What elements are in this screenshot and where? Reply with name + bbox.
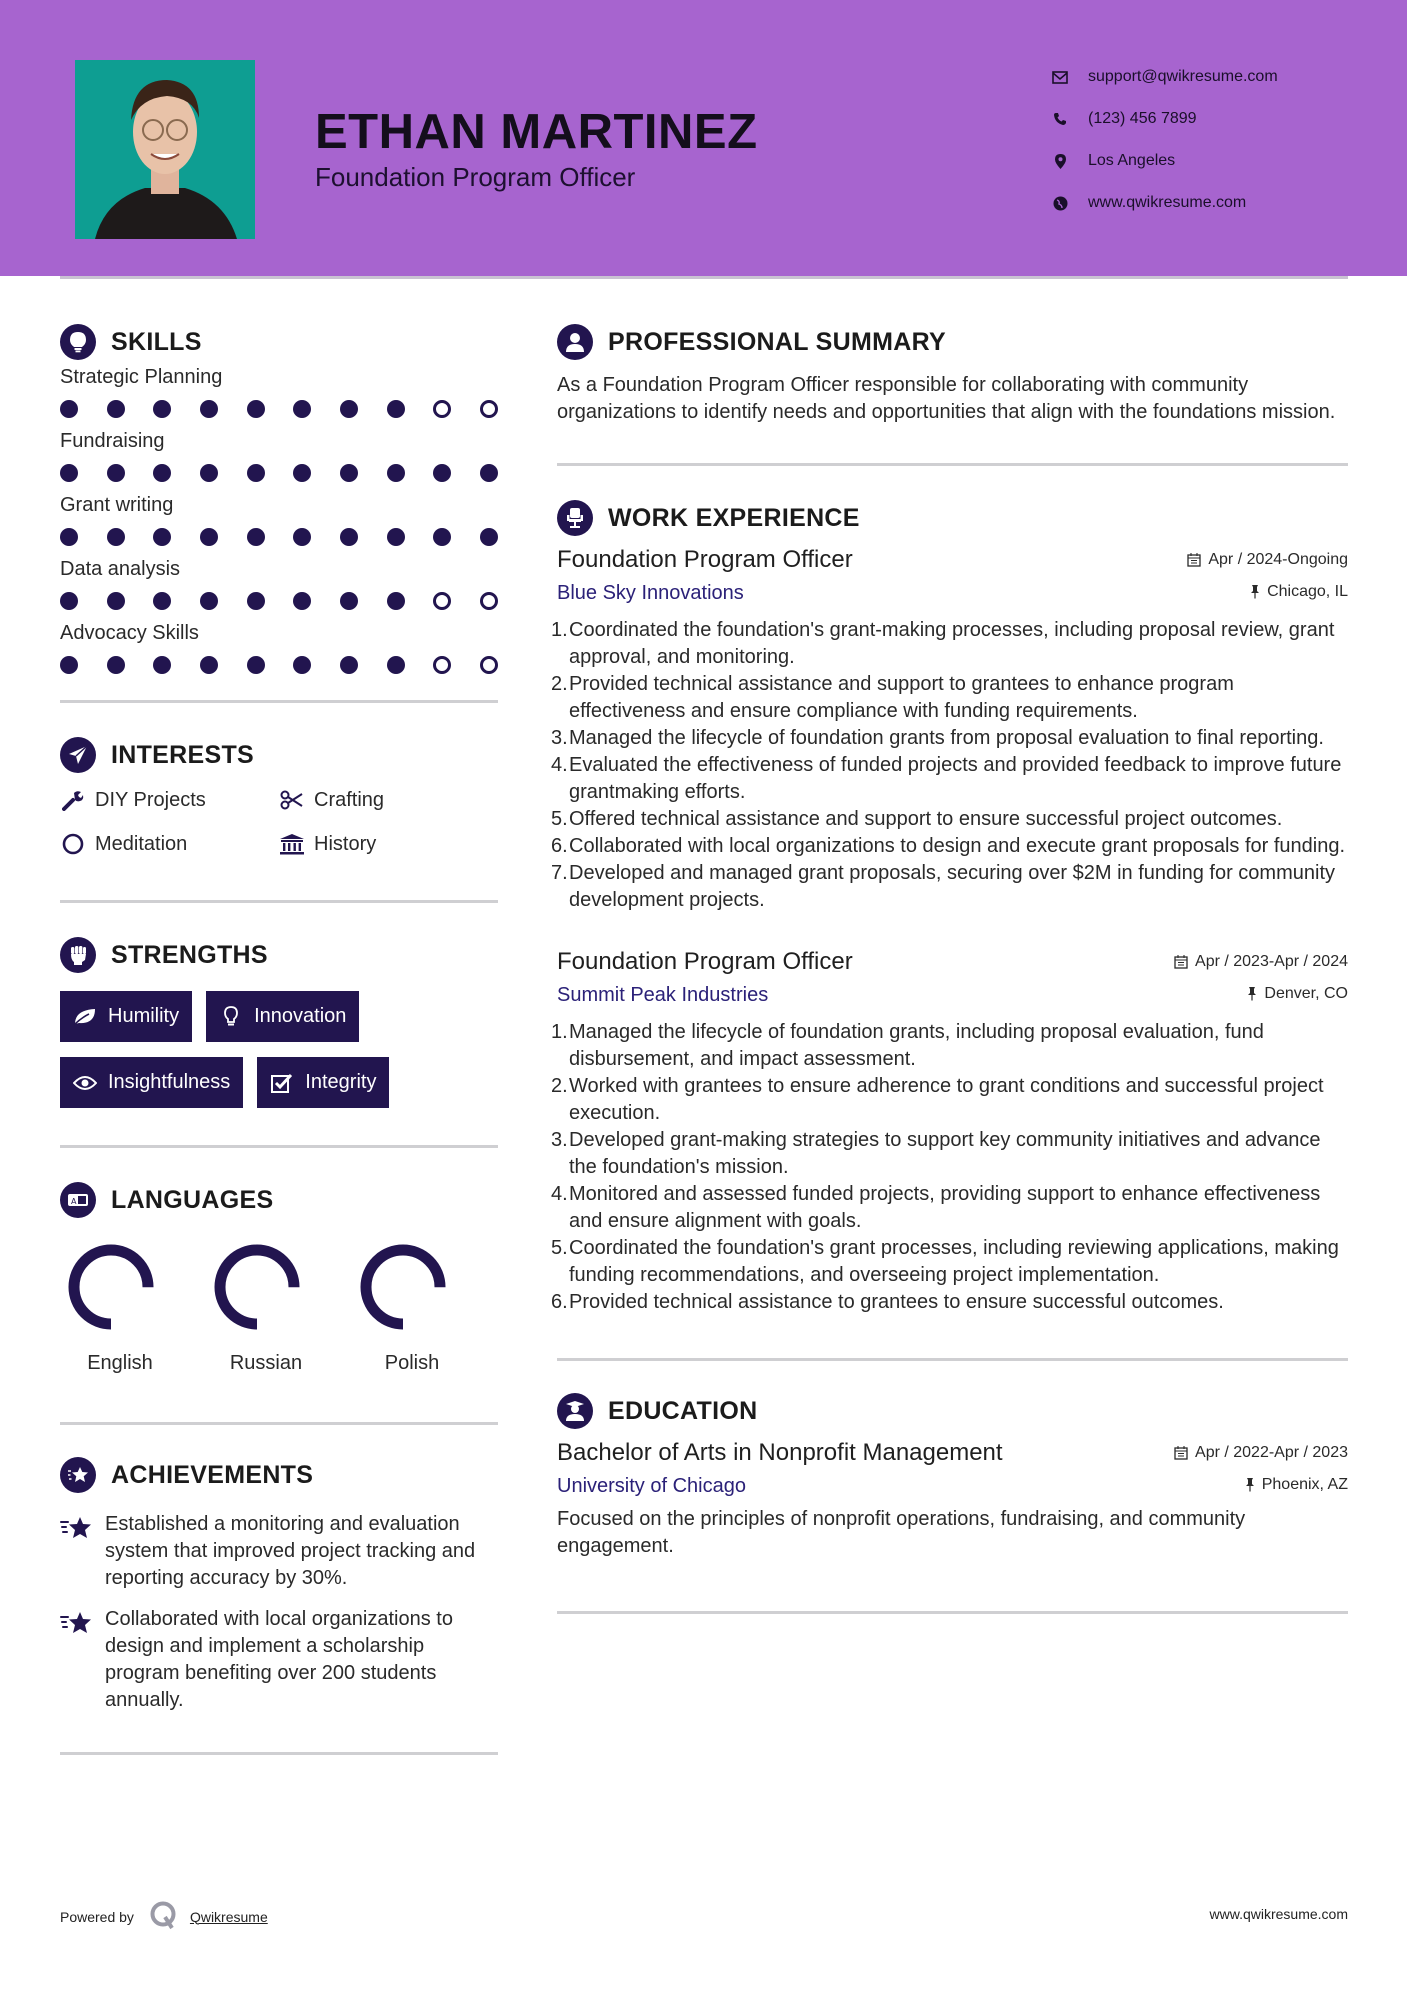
language-item [60, 1242, 206, 1375]
fist-icon [60, 937, 96, 973]
job-bullet-text: Evaluated the effectiveness of funded projects and provided feedback to improve future grantmaking efforts. [569, 754, 1342, 803]
strength-label: Insightfulness [108, 1071, 231, 1093]
job-entry [551, 546, 1348, 914]
paper-plane-icon [60, 737, 96, 773]
summary-text: As a Foundation Program Officer responsible for collaborating with community organizations to identify needs and opportunities that align with the foundations mission. [557, 374, 1336, 423]
interest-label: DIY Projects [95, 788, 206, 811]
rating-dot-filled [293, 400, 311, 418]
job-bullet-text: Provided technical assistance and support to grantees to enhance program effectiveness and ensure compliance with funding requirements. [569, 673, 1234, 722]
calendar-icon [1174, 954, 1188, 969]
job-title: Foundation Program Officer [557, 948, 853, 975]
pushpin-icon [1247, 986, 1257, 1001]
map-marker-icon [1050, 151, 1070, 171]
section-divider [557, 1611, 1348, 1614]
skills-heading: SKILLS [111, 327, 202, 356]
rating-dot-filled [387, 656, 405, 674]
strength-tag [206, 991, 359, 1042]
job-location [1250, 583, 1348, 601]
strength-tag [60, 1057, 243, 1108]
rating-dot-filled [340, 400, 358, 418]
contact-phone-text: (123) 456 7899 [1088, 110, 1197, 127]
achievement-item [60, 1511, 498, 1592]
job-bullet-text: Worked with grantees to ensure adherence to grant conditions and successful project execution. [569, 1075, 1324, 1124]
strength-tag [257, 1057, 389, 1108]
job-bullet-text: Monitored and assessed funded projects, providing support to enhance effectiveness and ensure alignment with goals. [569, 1183, 1321, 1232]
language-item [206, 1242, 352, 1375]
job-bullet-text: Collaborated with local organizations to design and execute grant proposals for funding. [569, 835, 1346, 857]
section-divider [60, 1145, 498, 1148]
strength-label: Humility [108, 1005, 180, 1027]
skill-name: Grant writing [60, 494, 174, 516]
candidate-name: ETHAN MARTINEZ [315, 105, 758, 159]
star-badge-icon [60, 1457, 96, 1493]
lightbulb-icon [218, 1004, 244, 1030]
contact-email-text: support@qwikresume.com [1088, 68, 1278, 85]
job-bullet: 3. Developed grant-making strategies to support key community initiatives and advance the foundation's mission. [557, 1127, 1348, 1181]
section-divider [557, 463, 1348, 466]
education-dates-text: Apr / 2022-Apr / 2023 [1195, 1443, 1348, 1461]
calendar-icon [1174, 1445, 1188, 1460]
rating-dot-filled [153, 528, 171, 546]
summary-section [557, 320, 1348, 426]
qwikresume-link[interactable]: Qwikresume [189, 1908, 268, 1925]
rating-dot-filled [293, 656, 311, 674]
lightbulb-icon [60, 324, 96, 360]
header-divider [60, 276, 1348, 279]
section-divider [60, 1422, 498, 1425]
interest-item [60, 785, 279, 815]
job-bullets [551, 617, 1348, 914]
contact-website[interactable] [1050, 182, 1278, 224]
rating-dot-filled [107, 528, 125, 546]
rating-dot-filled [247, 464, 265, 482]
candidate-title: Foundation Program Officer [315, 162, 636, 192]
job-bullet-text: Developed grant-making strategies to support key community initiatives and advance the foundation's mission. [569, 1129, 1321, 1178]
job-bullet: 3. Managed the lifecycle of foundation grants from proposal evaluation to final reporting. [557, 725, 1348, 752]
job-company: Summit Peak Industries [557, 984, 769, 1006]
star-icon [60, 1511, 94, 1592]
job-location [1247, 985, 1348, 1003]
star-icon [60, 1606, 94, 1714]
right-column [551, 320, 1348, 1614]
experience-section [551, 496, 1348, 1316]
rating-dot-filled [60, 592, 78, 610]
job-bullet: 5. Offered technical assistance and support to ensure successful project outcomes. [557, 806, 1348, 833]
job-bullet: 6. Provided technical assistance to grantees to ensure successful outcomes. [557, 1289, 1348, 1316]
pushpin-icon [1250, 584, 1260, 599]
circle-icon [60, 831, 86, 857]
language-item [352, 1242, 498, 1375]
rating-dot-filled [247, 656, 265, 674]
interest-label: Meditation [95, 832, 188, 855]
rating-dot-filled [153, 400, 171, 418]
education-description: Focused on the principles of nonprofit operations, fundraising, and community engagement. [557, 1508, 1246, 1557]
job-location-text: Denver, CO [1264, 984, 1348, 1002]
rating-dot-filled [387, 592, 405, 610]
section-divider [557, 1358, 1348, 1361]
rating-dot-empty [433, 656, 451, 674]
skill-name: Fundraising [60, 430, 165, 452]
graduate-icon [557, 1393, 593, 1429]
skill-name: Data analysis [60, 558, 181, 580]
interest-label: Crafting [314, 788, 385, 811]
language-progress-ring [212, 1242, 302, 1332]
job-bullet-text: Provided technical assistance to grantees to ensure successful outcomes. [569, 1291, 1224, 1313]
education-dates [1174, 1444, 1348, 1462]
job-bullet: 6. Collaborated with local organizations to design and execute grant proposals for funding. [557, 833, 1348, 860]
interest-item [279, 785, 498, 815]
rating-dot-filled [153, 656, 171, 674]
achievements-section [60, 1453, 498, 1714]
rating-dot-filled [293, 528, 311, 546]
strengths-heading: STRENGTHS [111, 940, 268, 969]
section-divider [60, 700, 498, 703]
job-company: Blue Sky Innovations [557, 582, 744, 604]
job-bullet-text: Managed the lifecycle of foundation grants from proposal evaluation to final reporting. [569, 727, 1324, 749]
rating-dot-filled [153, 592, 171, 610]
job-bullets [551, 1019, 1348, 1316]
leaf-icon [72, 1004, 98, 1030]
strength-label: Integrity [305, 1071, 377, 1093]
rating-dot-filled [387, 464, 405, 482]
rating-dot-filled [200, 464, 218, 482]
footer-powered-by [60, 1900, 268, 1933]
profile-photo [75, 60, 255, 239]
wrench-icon [60, 787, 86, 813]
language-name: English [87, 1352, 153, 1374]
rating-dot-filled [293, 592, 311, 610]
job-location-text: Chicago, IL [1267, 582, 1348, 600]
rating-dot-filled [480, 464, 498, 482]
office-chair-icon [557, 500, 593, 536]
interest-label: History [314, 832, 377, 855]
rating-dot-filled [107, 464, 125, 482]
contact-website-text: www.qwikresume.com [1088, 194, 1247, 211]
bank-icon [279, 831, 305, 857]
education-entry [557, 1439, 1348, 1560]
education-school: University of Chicago [557, 1475, 746, 1497]
rating-dot-filled [60, 528, 78, 546]
contact-location [1050, 140, 1278, 182]
language-progress-ring [358, 1242, 448, 1332]
svg-text:A: A [71, 1197, 77, 1206]
job-bullet: 4. Monitored and assessed funded projects, providing support to enhance effectiveness and ensure alignment with goals. [557, 1181, 1348, 1235]
job-bullet-text: Coordinated the foundation's grant processes, including reviewing applications, making funding recommendations, and overseeing project implementation. [569, 1237, 1339, 1286]
job-bullet-text: Developed and managed grant proposals, securing over $2M in funding for community development projects. [569, 862, 1335, 911]
language-name: Polish [384, 1352, 440, 1374]
rating-dot-filled [60, 400, 78, 418]
interest-item [60, 829, 279, 859]
contact-list [1050, 56, 1278, 224]
skill-rating [60, 464, 498, 482]
rating-dot-filled [247, 400, 265, 418]
job-entry [551, 948, 1348, 1316]
job-bullet: 2. Worked with grantees to ensure adherence to grant conditions and successful project execution. [557, 1073, 1348, 1127]
achievements-heading: ACHIEVEMENTS [111, 1460, 314, 1489]
languages-heading: LANGUAGES [111, 1185, 274, 1214]
rating-dot-filled [247, 528, 265, 546]
rating-dot-filled [433, 464, 451, 482]
footer-website[interactable]: www.qwikresume.com [1209, 1906, 1348, 1922]
left-column [60, 320, 498, 1755]
rating-dot-filled [200, 656, 218, 674]
rating-dot-filled [200, 528, 218, 546]
skill-rating [60, 528, 498, 546]
eye-icon [72, 1070, 98, 1096]
achievement-item [60, 1606, 498, 1714]
achievement-text: Collaborated with local organizations to design and implement a scholarship program benefiting over 200 students annually. [105, 1608, 453, 1711]
strengths-section [60, 933, 498, 1108]
phone-icon [1050, 109, 1070, 129]
skills-section [60, 320, 498, 674]
education-section [557, 1389, 1348, 1560]
qwikresume-logo-icon [150, 1900, 178, 1933]
interests-heading: INTERESTS [111, 740, 254, 769]
job-bullet-text: Managed the lifecycle of foundation grants, including proposal evaluation, fund disbursement, and impact assessment. [569, 1021, 1264, 1070]
rating-dot-filled [340, 656, 358, 674]
skill-rating [60, 592, 498, 610]
job-bullet: 4. Evaluated the effectiveness of funded projects and provided feedback to improve future grantmaking efforts. [557, 752, 1348, 806]
rating-dot-filled [60, 464, 78, 482]
job-dates-text: Apr / 2023-Apr / 2024 [1195, 952, 1348, 970]
language-name: Russian [229, 1352, 303, 1374]
language-progress-ring [66, 1242, 156, 1332]
rating-dot-empty [480, 656, 498, 674]
rating-dot-filled [107, 400, 125, 418]
language-icon [60, 1182, 96, 1218]
rating-dot-filled [340, 464, 358, 482]
strength-label: Innovation [254, 1005, 347, 1027]
rating-dot-empty [433, 400, 451, 418]
job-bullet-text: Coordinated the foundation's grant-making processes, including proposal review, grant approval, and monitoring. [569, 619, 1335, 668]
languages-section [60, 1178, 498, 1375]
pushpin-icon [1245, 1477, 1255, 1492]
skill-name: Advocacy Skills [60, 622, 199, 644]
envelope-icon [1050, 67, 1070, 87]
rating-dot-filled [340, 528, 358, 546]
contact-phone[interactable] [1050, 98, 1278, 140]
scissors-icon [279, 787, 305, 813]
skill-rating [60, 656, 498, 674]
rating-dot-filled [200, 592, 218, 610]
globe-icon [1050, 193, 1070, 213]
education-location-text: Phoenix, AZ [1261, 1475, 1348, 1493]
job-dates-text: Apr / 2024-Ongoing [1208, 550, 1348, 568]
summary-heading: PROFESSIONAL SUMMARY [608, 327, 946, 356]
job-bullet: 1. Managed the lifecycle of foundation grants, including proposal evaluation, fund disbursement, and impact assessment. [557, 1019, 1348, 1073]
job-bullet: 2. Provided technical assistance and support to grantees to enhance program effectiveness and ensure compliance with funding requirements. [557, 671, 1348, 725]
experience-heading: WORK EXPERIENCE [608, 503, 860, 532]
section-divider [60, 900, 498, 903]
achievement-text: Established a monitoring and evaluation system that improved project tracking and reporting accuracy by 30%. [105, 1513, 476, 1589]
education-degree: Bachelor of Arts in Nonprofit Management [557, 1439, 1003, 1466]
section-divider [60, 1752, 498, 1755]
rating-dot-filled [433, 528, 451, 546]
rating-dot-filled [340, 592, 358, 610]
rating-dot-filled [387, 400, 405, 418]
rating-dot-filled [247, 592, 265, 610]
powered-by-label: Powered by [60, 1908, 134, 1925]
check-square-icon [269, 1070, 295, 1096]
user-icon [557, 324, 593, 360]
rating-dot-filled [107, 656, 125, 674]
job-bullet: 5. Coordinated the foundation's grant processes, including reviewing applications, making funding recommendations, and overseeing project implementation. [557, 1235, 1348, 1289]
education-location [1245, 1476, 1348, 1494]
strength-tag [60, 991, 192, 1042]
interest-item [279, 829, 498, 859]
rating-dot-filled [153, 464, 171, 482]
skill-rating [60, 400, 498, 418]
contact-location-text: Los Angeles [1088, 152, 1176, 169]
rating-dot-filled [387, 528, 405, 546]
rating-dot-filled [480, 528, 498, 546]
rating-dot-filled [293, 464, 311, 482]
job-title: Foundation Program Officer [557, 546, 853, 573]
rating-dot-filled [200, 400, 218, 418]
rating-dot-filled [107, 592, 125, 610]
rating-dot-filled [60, 656, 78, 674]
job-bullet-text: Offered technical assistance and support to ensure successful project outcomes. [569, 808, 1283, 830]
skill-name: Strategic Planning [60, 366, 223, 388]
rating-dot-empty [433, 592, 451, 610]
job-bullet: 7. Developed and managed grant proposals, securing over $2M in funding for community development projects. [557, 860, 1348, 914]
job-dates [1187, 551, 1348, 569]
job-dates [1174, 953, 1348, 971]
calendar-icon [1187, 552, 1201, 567]
job-bullet: 1. Coordinated the foundation's grant-making processes, including proposal review, grant approval, and monitoring. [557, 617, 1348, 671]
header-banner [0, 0, 1407, 276]
rating-dot-empty [480, 400, 498, 418]
rating-dot-empty [480, 592, 498, 610]
education-heading: EDUCATION [608, 1396, 758, 1425]
contact-email[interactable] [1050, 56, 1278, 98]
interests-section [60, 733, 498, 859]
